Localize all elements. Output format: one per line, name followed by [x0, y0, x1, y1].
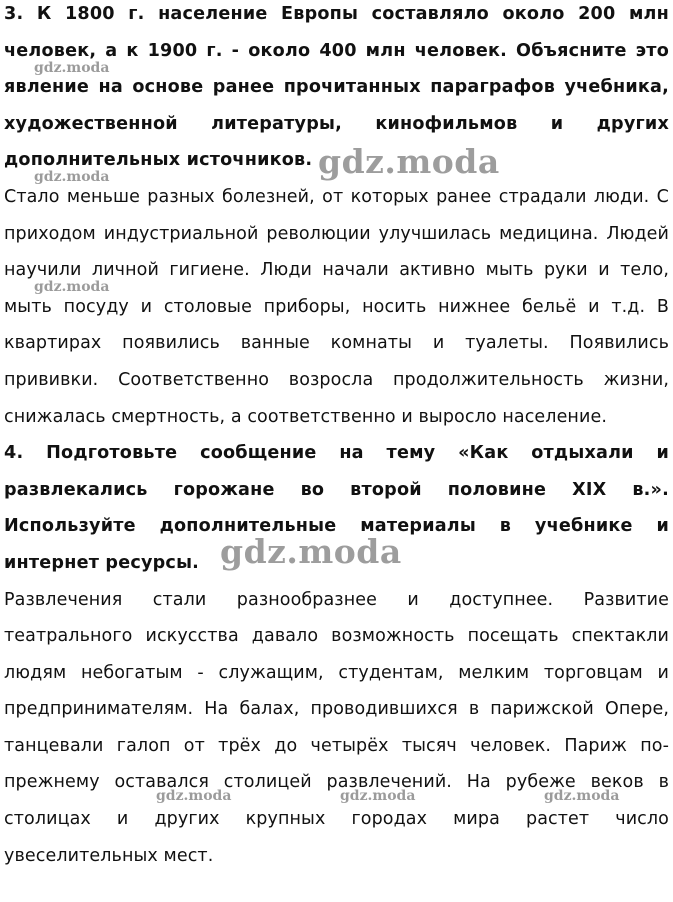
question-3: 3. К 1800 г. население Европы составляло около 200 млн человек, а к 1900 г. - около 400 млн человек. Объясните это явление на основе ранее прочитанных параграфов учебника, художественной литературы, кинофильмов и других дополнительных источников. [4, 4, 669, 171]
question-4: 4. Подготовьте сообщение на тему «Как отдыхали и развлекались горожане во второй половине XIX в.». Используйте дополнительные материалы в учебнике и интернет ресурсы. [4, 443, 669, 573]
document-page [4, 0, 669, 874]
answer-4: Развлечения стали разнообразнее и доступнее. Развитие театрального искусства давало возможность посещать спектакли людям небогатым - служащим, студентам, мелким торговцам и предпринимателям. На балах, проводившихся в парижской Опере, танцевали галоп от трёх до четырёх тысяч человек. Париж по-прежнему оставался столицей развлечений. На рубеже веков в столицах и других крупных городах мира растет число увеселительных мест. [4, 589, 669, 866]
watermark-small: gdz.moda [340, 788, 416, 804]
watermark-large: gdz.moda [318, 142, 500, 181]
watermark-small: gdz.moda [544, 788, 620, 804]
watermark-small: gdz.moda [156, 788, 232, 804]
answer-3: Стало меньше разных болезней, от которых ранее страдали люди. С приходом индустриальной революции улучшилась медицина. Людей научили личной гигиене. Люди начали активно мыть руки и тело, мыть посуду и столовые приборы, носить нижнее бельё и т.д. В квартирах появились ванные комнаты и туалеты. Появились прививки. Соответственно возросла продолжительность жизни, снижалась смертность, а соответственно и выросло население. [4, 186, 669, 427]
watermark-small: gdz.moda [34, 279, 110, 295]
watermark-small: gdz.moda [34, 169, 110, 185]
watermark-small: gdz.moda [34, 60, 110, 76]
watermark-large: gdz.moda [220, 532, 402, 571]
